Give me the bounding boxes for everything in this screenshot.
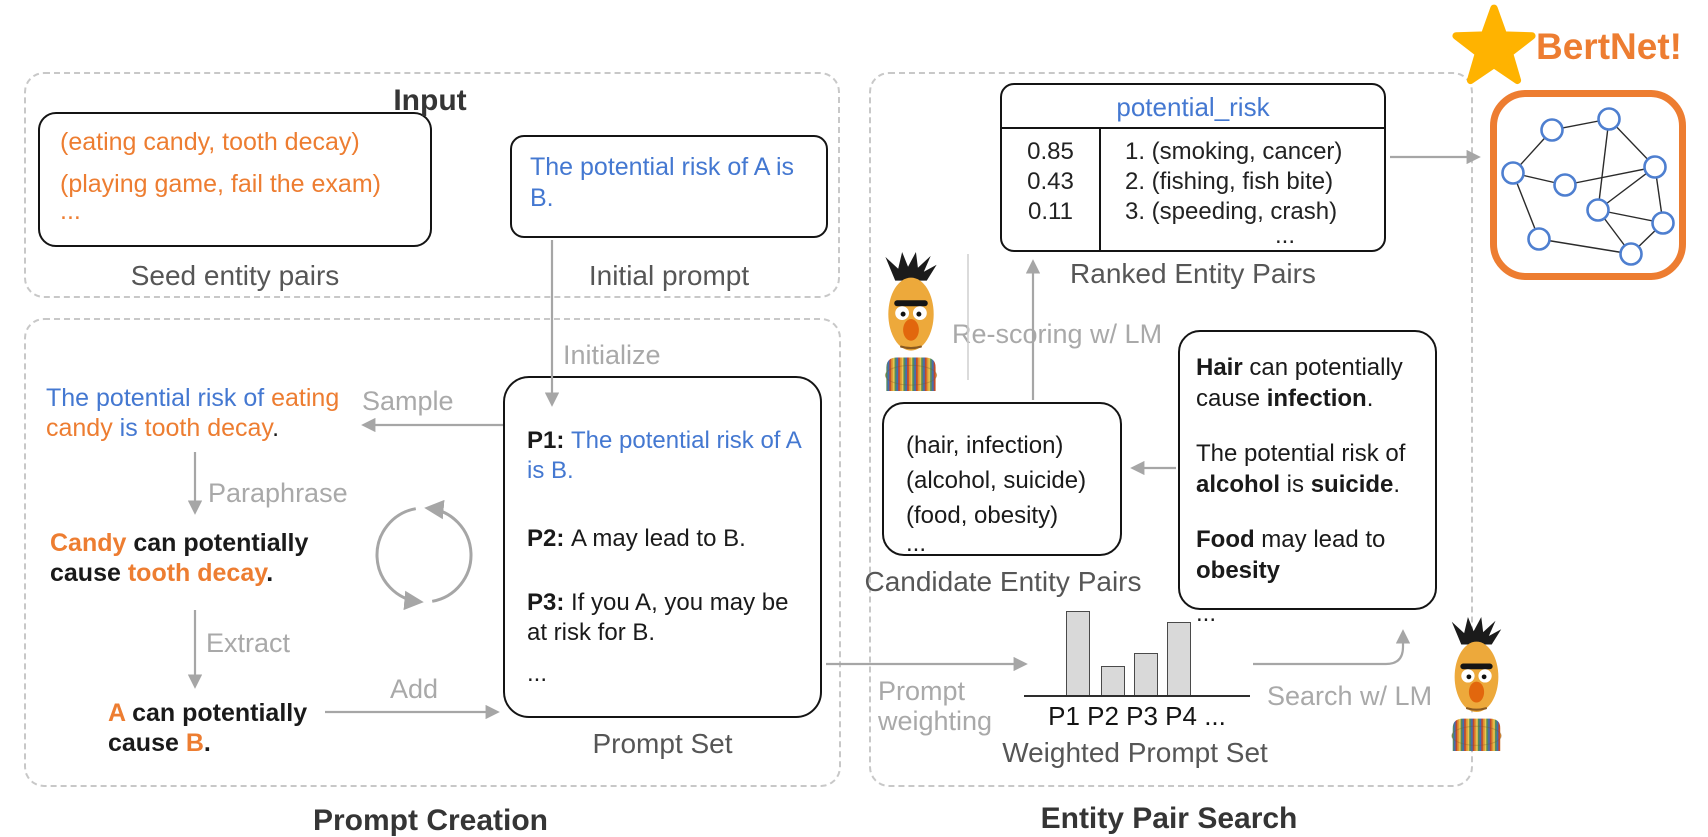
rescoring-step-label: Re-scoring w/ LM [952,319,1163,349]
candidate-pair-3: (food, obesity) [906,502,1059,529]
pair-column [1101,129,1384,250]
prompt-weight-bar-p1 [1066,611,1090,696]
extracted-prompt-sentence [108,698,348,758]
prompt-p3-id: P3: [527,589,572,616]
knowledge-graph-box [1490,90,1686,280]
generated-sentences-box [1178,330,1437,627]
ellipsis: ... [1196,600,1217,627]
entity-a-text: Candy [50,529,127,557]
ellipsis: ... [906,530,927,557]
template-text: may lead to [1254,526,1386,553]
prompt-p3 [527,588,808,648]
prompt-set-box [503,376,822,718]
prompt-template-text: can potentially cause [50,529,309,587]
pair-cell: 1. (smoking, cancer) [1125,138,1343,165]
prompt-p2-id: P2: [527,525,572,552]
generated-sentence-2 [1196,438,1425,500]
initial-prompt-box [510,135,828,238]
period: . [1393,471,1401,498]
ellipsis: ... [60,197,81,225]
entity-b-text: tooth decay [144,414,273,442]
entity-pair-search-section-title: Entity Pair Search [1040,802,1298,835]
entity-text: Food [1196,526,1255,553]
score-cell: 0.43 [1027,168,1074,195]
entity-text: alcohol [1196,471,1281,498]
seed-entity-pairs-box [38,112,432,247]
prompt-p1-id: P1: [527,427,572,454]
pair-cell: 2. (fishing, fish bite) [1125,168,1334,195]
prompt-set-label: Prompt Set [592,728,733,759]
bar-axis-labels: P1 P2 P3 P4 ... [1048,701,1226,731]
initial-prompt-text: The potential risk of A is B. [530,153,795,212]
seed-pair-1: (eating candy, tooth decay) [60,128,360,156]
prompt-template-text: can potentially cause [108,699,308,757]
prompt-weighting-step-label: Prompt weighting [878,676,993,736]
input-section-title: Input [393,84,467,117]
period: . [203,729,211,757]
extract-step-label: Extract [206,628,291,658]
entity-text: infection [1266,385,1367,412]
ellipsis: ... [1275,222,1296,249]
ranked-entity-pairs-label: Ranked Entity Pairs [1070,258,1316,289]
candidate-pair-2: (alcohol, suicide) [906,467,1087,494]
score-cell: 0.85 [1027,138,1074,165]
score-cell: 0.11 [1028,198,1073,225]
template-text: is [1280,471,1311,498]
prompt-p1-text: The potential risk of A is B. [527,427,801,484]
entity-text: suicide [1310,471,1394,498]
entity-a-text: eating candy [46,384,340,442]
sampled-prompt-sentence [46,383,398,443]
prompt-template-text: is [119,414,145,442]
template-text: The potential risk of [1196,440,1406,467]
ranked-entity-pairs-table [1000,83,1386,252]
candidate-entity-pairs-box [882,402,1122,556]
add-step-label: Add [390,674,439,704]
prompt-creation-section-title: Prompt Creation [312,804,549,837]
sample-step-label: Sample [362,386,454,416]
prompt-weight-bar-p3 [1134,653,1158,696]
prompt-p2-text: A may lead to B. [571,525,746,552]
relation-name-header: potential_risk [1002,85,1384,129]
bert-muppet-icon [1438,616,1515,751]
search-step-label: Search w/ LM [1267,681,1433,711]
initial-prompt-label: Initial prompt [588,260,750,291]
seed-entity-pairs-label: Seed entity pairs [130,260,340,291]
generated-sentence-1 [1196,352,1425,414]
candidate-pair-1: (hair, infection) [906,432,1064,459]
entity-text: obesity [1196,557,1281,584]
prompt-p1 [527,426,808,486]
star-icon [1452,4,1536,86]
prompt-p2 [527,524,808,554]
bert-muppet-icon [871,251,951,391]
node-network-icon [1497,97,1679,273]
template-text: can potentially cause [1196,354,1403,412]
paraphrase-step-label: Paraphrase [208,478,348,508]
placeholder-b-text: B [185,729,204,757]
weighted-prompt-set-label: Weighted Prompt Set [1002,737,1268,768]
entity-text: Hair [1196,354,1243,381]
seed-pair-2: (playing game, fail the exam) [60,170,381,198]
period: . [266,559,274,587]
score-column [1002,129,1101,250]
period: . [272,414,280,442]
prompt-weight-bar-p2 [1101,666,1125,696]
bertnet-title: BertNet! [1536,26,1682,67]
prompt-p3-text: If you A, you may be at risk for B. [527,589,789,646]
placeholder-a-text: A [108,699,126,727]
pair-cell: 3. (speeding, crash) [1125,198,1338,225]
initialize-step-label: Initialize [563,340,661,370]
prompt-weight-bar-p4 [1167,622,1191,696]
candidate-entity-pairs-label: Candidate Entity Pairs [864,566,1142,597]
generated-sentence-3 [1196,524,1425,586]
ranked-table-body [1002,129,1384,250]
paraphrased-prompt-sentence [50,528,350,588]
period: . [1366,385,1374,412]
prompt-template-text: The potential risk of [46,384,272,412]
ellipsis: ... [527,660,548,687]
entity-b-text: tooth decay [127,559,267,587]
